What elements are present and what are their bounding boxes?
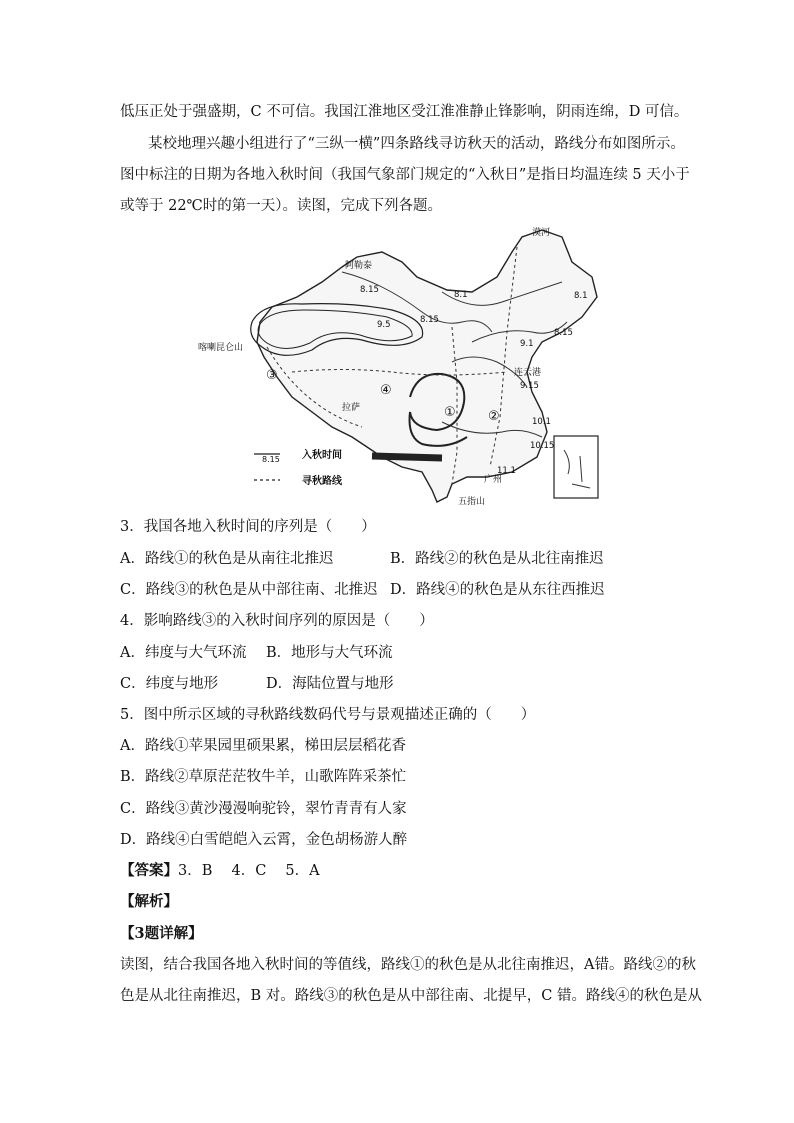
analysis-line-2: 色是从北往南推迟，B 对。路线③的秋色是从中部往南、北提早，C 错。路线④的秋色是从 <box>120 988 702 1004</box>
isoline-label-se2: 10.15 <box>530 441 555 451</box>
q3-option-a: A．路线①的秋色是从南往北推迟 <box>120 551 334 567</box>
intro-line-2: 某校地理兴趣小组进行了“三纵一横”四条路线寻访秋天的活动，路线分布如图所示。 <box>148 136 685 152</box>
label-guangzhou: 广州 <box>484 475 503 485</box>
label-lianyungang: 连云港 <box>514 368 542 378</box>
q4-option-d: D．海陆位置与地形 <box>266 676 394 692</box>
china-autumn-map <box>198 222 604 510</box>
q4-option-c: C．纬度与地形 <box>120 676 219 692</box>
q5-option-c: C．路线③黄沙漫漫响驼铃，翠竹青青有人家 <box>120 801 407 817</box>
q4-stem: 4．影响路线③的入秋时间序列的原因是（ ） <box>120 613 434 629</box>
answer-tag: 【答案】 <box>120 862 178 879</box>
label-altay: 阿勒泰 <box>345 261 373 271</box>
isoline-label-n2: 8.15 <box>420 315 439 325</box>
q3-stem: 3．我国各地入秋时间的序列是（ ） <box>120 519 376 535</box>
q4-option-a: A．纬度与大气环流 <box>120 645 247 661</box>
label-kashgar: 喀喇昆仑山 <box>198 343 244 353</box>
china-outline <box>257 230 597 502</box>
q3-option-c: C．路线③的秋色是从中部往南、北推迟 <box>120 582 378 598</box>
analysis-line-1: 读图，结合我国各地入秋时间的等值线，路线①的秋色是从北往南推迟，A错。路线②的秋 <box>120 957 696 973</box>
q5-option-d: D．路线④白雪皑皑入云霄，金色胡杨游人醉 <box>120 832 408 848</box>
route-3-marker: ③ <box>266 368 278 383</box>
answer-line <box>120 861 320 881</box>
label-wuzhishan: 五指山 <box>458 497 486 507</box>
isoline-label-west: 9.5 <box>377 320 391 330</box>
route-2-marker: ② <box>488 409 500 424</box>
intro-line-1: 低压正处于强盛期，C 不可信。我国江淮地区受江淮准静止锋影响，阴雨连绵，D 可信。 <box>120 104 689 120</box>
isoline-label-e2: 9.1 <box>520 339 534 349</box>
intro-line-4: 或等于 22℃时的第一天）。读图，完成下列各题。 <box>120 198 443 214</box>
legend-isoline-value: 8.15 <box>262 455 280 464</box>
legend-isoline-label: 入秋时间 <box>302 450 342 461</box>
isoline-label-n1: 8.1 <box>454 290 468 300</box>
route-1-marker: ① <box>444 405 456 420</box>
isoline-label-s: 11.1 <box>497 466 516 476</box>
analysis-sub: 【3题详解】 <box>120 925 203 942</box>
south-sea-inset <box>554 436 598 498</box>
answer-value: 3．B 4．C 5．A <box>178 863 320 879</box>
isoline-label-se1: 10.1 <box>532 417 551 427</box>
label-lhasa: 拉萨 <box>342 403 361 413</box>
q5-stem: 5．图中所示区域的寻秋路线数码代号与景观描述正确的（ ） <box>120 707 536 723</box>
isoline-label-e1: 8.15 <box>554 328 573 338</box>
q3-option-d: D．路线④的秋色是从东往西推迟 <box>390 582 605 598</box>
label-mohe: 漠河 <box>532 228 551 238</box>
q3-option-b: B．路线②的秋色是从北往南推迟 <box>390 551 604 567</box>
isoline-label-ne: 8.1 <box>574 291 588 301</box>
route-4-marker: ④ <box>380 383 392 398</box>
analysis-tag: 【解析】 <box>120 893 178 910</box>
isoline-label-altay: 8.15 <box>360 285 379 295</box>
intro-line-3: 图中标注的日期为各地入秋时间（我国气象部门规定的“入秋日”是指日均温连续 5 天小于 <box>120 167 690 183</box>
q5-option-a: A．路线①苹果园里硕果累，梯田层层稻花香 <box>120 738 406 754</box>
q4-option-b: B．地形与大气环流 <box>266 645 393 661</box>
isoline-label-e3: 9.15 <box>520 381 539 391</box>
hatched-belt <box>372 456 442 458</box>
legend-route-label: 寻秋路线 <box>302 476 342 487</box>
q5-option-b: B．路线②草原茫茫牧牛羊，山歌阵阵采茶忙 <box>120 769 407 785</box>
